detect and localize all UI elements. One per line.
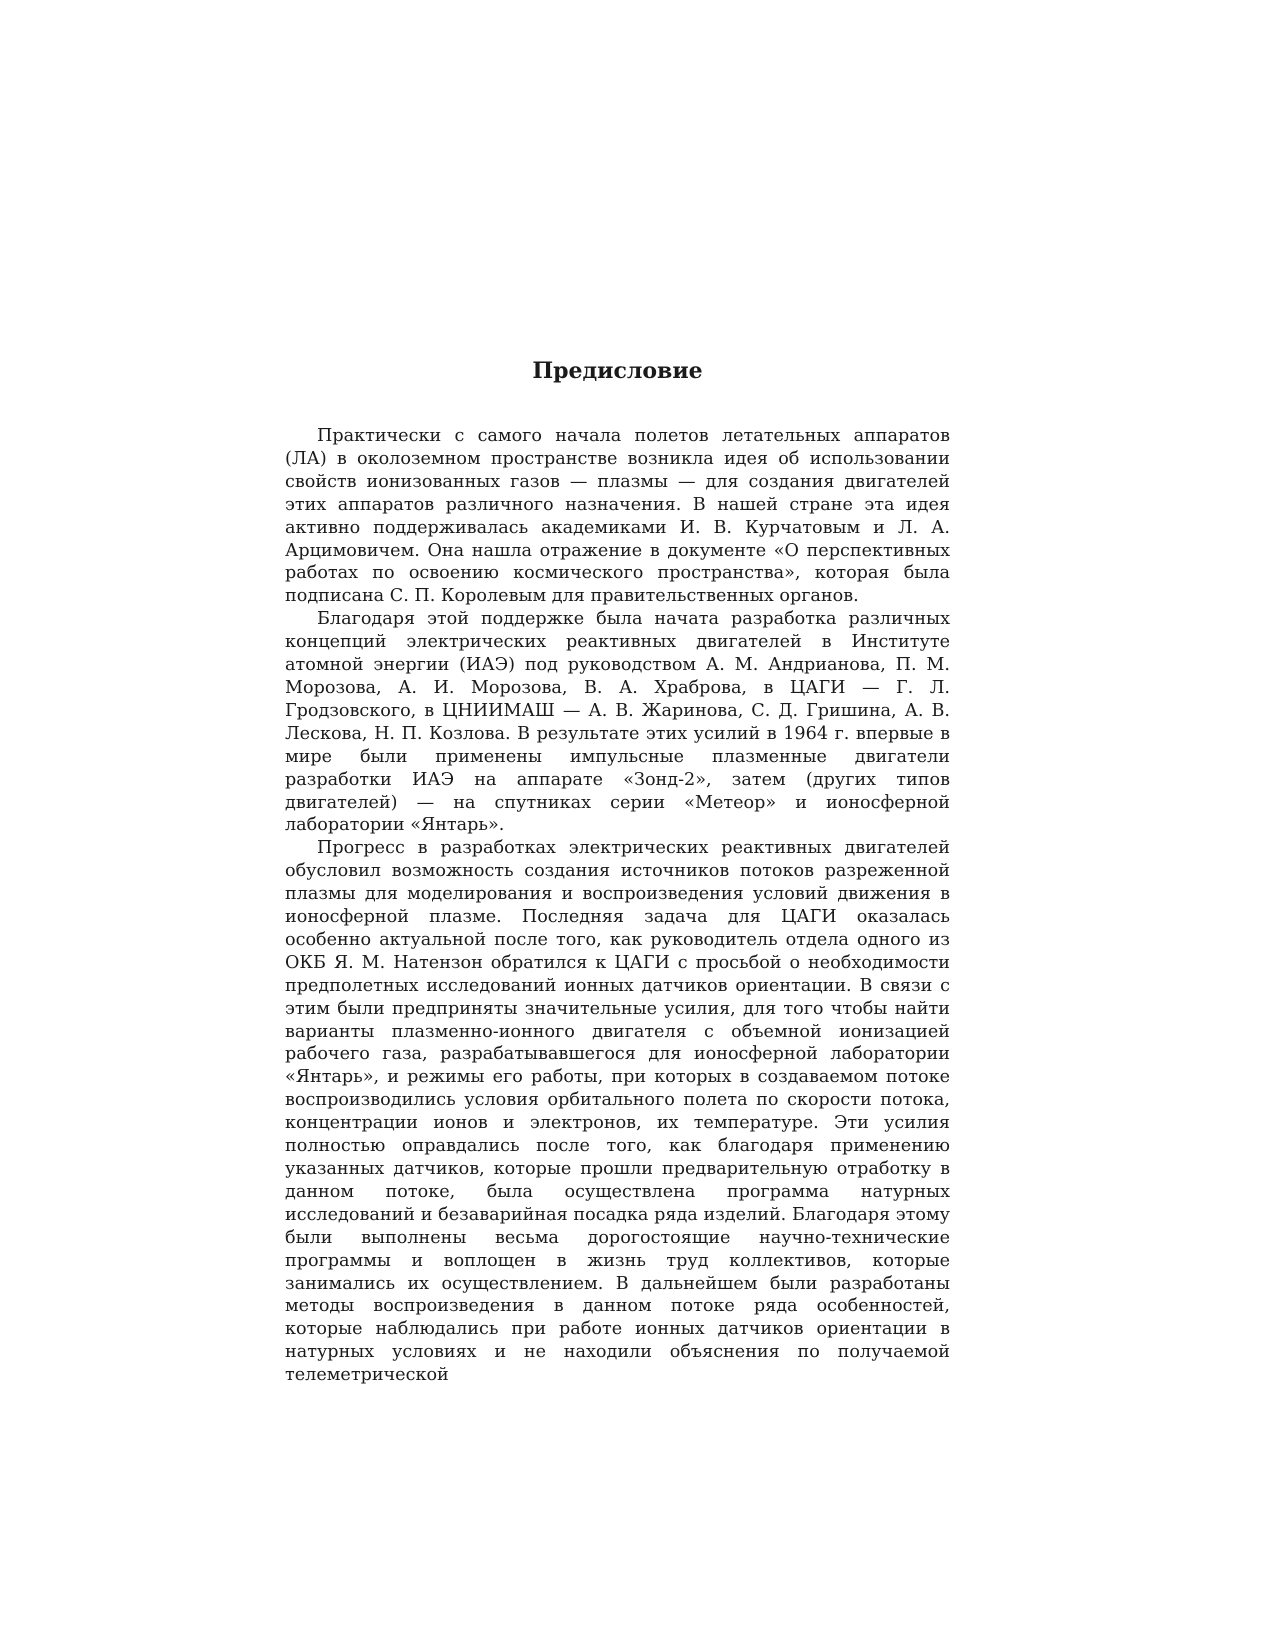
paragraph: Практически с самого начала полетов летательных аппаратов (ЛА) в околоземном пространстве возникла идея об использовании свойств ионизованных газов — плазмы — для создания двигателей этих аппаратов различного назначения. В нашей стране эта идея активно поддерживалась академиками И. В. Курчатовым и Л. А. Арцимовичем. Она нашла отражение в документе «О перспективных работах по освоению космического пространства», которая была подписана С. П. Королевым для правительственных органов. — [285, 426, 950, 607]
page-title: Предисловие — [532, 358, 703, 384]
paragraph: Благодаря этой поддержке была начата разработка различных концепций электрических реактивных двигателей в Институте атомной энергии (ИАЭ) под руководством А. М. Андрианова, П. М. Морозова, А. И. Морозова, В. А. Храброва, в ЦАГИ — Г. Л. Гродзовского, в ЦНИИМАШ — А. В. Жаринова, С. Д. Гришина, А. В. Лескова, Н. П. Козлова. В результате этих усилий в 1964 г. впервые в мире были применены импульсные плазменные двигатели разработки ИАЭ на аппарате «Зонд-2», затем (других типов двигателей) — на спутниках серии «Метеор» и ионосферной лаборатории «Янтарь». — [285, 609, 950, 836]
body-text — [285, 425, 950, 1387]
paragraph: Прогресс в разработках электрических реактивных двигателей обусловил возможность создания источников потоков разреженной плазмы для моделирования и воспроизведения условий движения в ионосферной плазме. Последняя задача для ЦАГИ оказалась особенно актуальной после того, как руководитель отдела одного из ОКБ Я. М. Натензон обратился к ЦАГИ с просьбой о необходимости предполетных исследований ионных датчиков ориентации. В связи с этим были предприняты значительные усилия, для того чтобы найти варианты плазменно-ионного двигателя с объемной ионизацией рабочего газа, разрабатывавшегося для ионосферной лаборатории «Янтарь», и режимы его работы, при которых в создаваемом потоке воспроизводились условия орбитального полета по скорости потока, концентрации ионов и электронов, их температуре. Эти усилия полностью оправдались после того, как благодаря применению указанных датчиков, которые прошли предварительную отработку в данном потоке, была осуществлена программа натурных исследований и безаварийная посадка ряда изделий. Благодаря этому были выполнены весьма дорогостоящие научно-технические программы и воплощен в жизнь труд коллективов, которые занимались их осуществлением. В дальнейшем были разработаны методы воспроизведения в данном потоке ряда особенностей, которые наблюдались при работе ионных датчиков ориентации в натурных условиях и не находили объяснения по получаемой телеметрической — [285, 838, 950, 1386]
